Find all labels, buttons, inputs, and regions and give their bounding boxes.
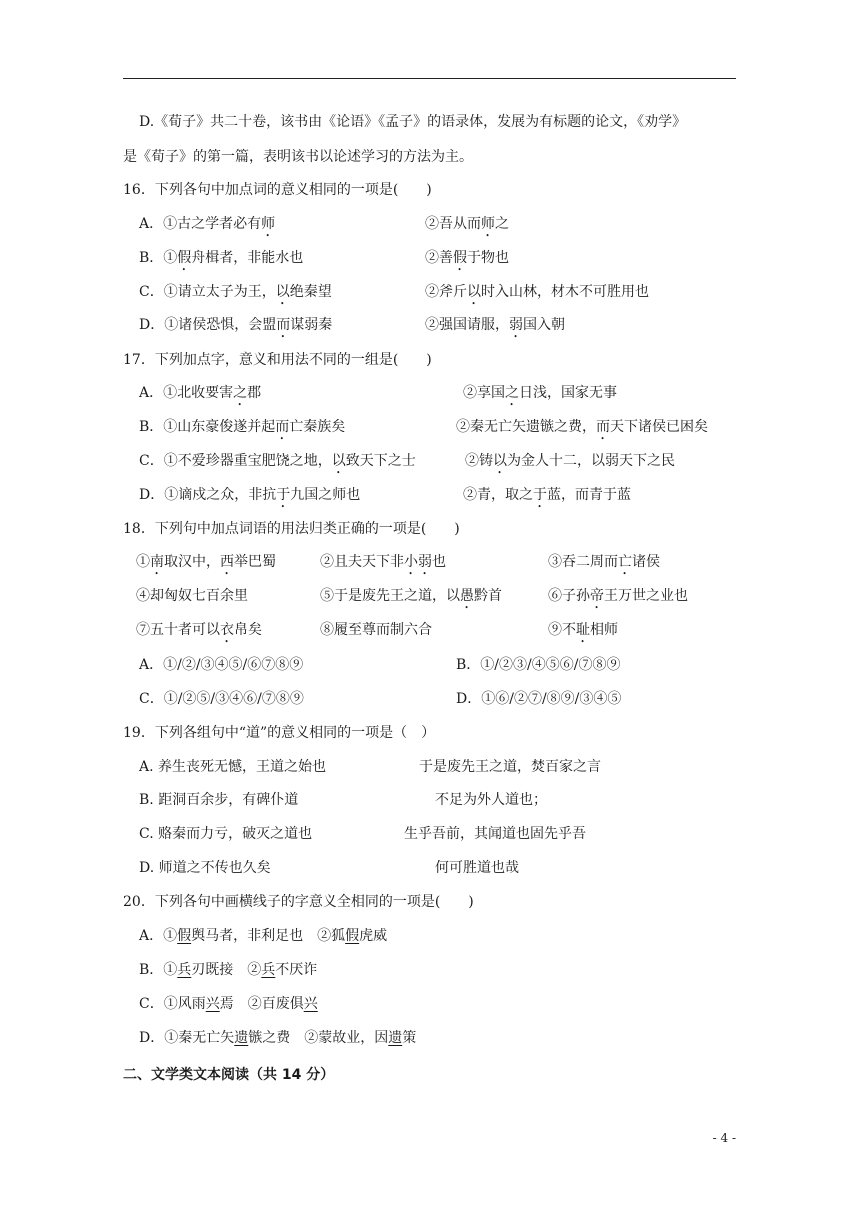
q17-stem: 17．下列加点字，意义和用法不同的一组是( ) <box>123 352 432 368</box>
q18-item-4: ④却匈奴七百余里 <box>136 588 248 604</box>
q18-option-a: A．①/②/③④⑤/⑥⑦⑧⑨ <box>139 657 304 673</box>
q19-option-b: B. 距洞百余步，有碑仆道 <box>139 792 299 808</box>
q18-option-d: D．①⑥/②⑦/⑧⑨/③④⑤ <box>456 691 622 707</box>
q18-item-7: ⑦五十者可以衣帛矣 <box>136 622 262 638</box>
q18-stem: 18．下列句中加点词语的用法归类正确的一项是( ) <box>123 521 460 537</box>
q18-item-2: ②且夫天下非小弱也 <box>320 554 446 570</box>
q16-stem: 16．下列各句中加点词的意义相同的一项是( ) <box>123 182 432 198</box>
q18-item-8: ⑧履至尊而制六合 <box>320 622 432 638</box>
q18-item-1: ①南取汉中，西举巴蜀 <box>136 554 276 570</box>
q19-option-c: C. 赂秦而力亏，破灭之道也 <box>139 826 313 842</box>
q16-option-c-s2: ②斧斤以时入山林，材木不可胜用也 <box>425 284 649 300</box>
q17-option-b: B．①山东豪俊遂并起而亡秦族矣 <box>139 419 346 435</box>
q18-item-6: ⑥子孙帝王万世之业也 <box>548 588 688 604</box>
q20-stem: 20．下列各句中画横线子的字意义全相同的一项是( ) <box>123 894 474 910</box>
q15-option-d-line1: D.《荀子》共二十卷，该书由《论语》《孟子》的语录体，发展为有标题的论文，《劝学》 <box>139 114 687 130</box>
q15-option-d-line2: 是《荀子》的第一篇，表明该书以论述学习的方法为主。 <box>123 149 473 165</box>
q17-option-c-s2: ②铸以为金人十二，以弱天下之民 <box>465 453 675 469</box>
q17-option-b-s2: ②秦无亡矢遗镞之费，而天下诸侯已困矣 <box>456 419 708 435</box>
q20-option-a: A．①假舆马者，非利足也 ②狐假虎威 <box>139 928 388 944</box>
q19-option-a: A. 养生丧死无憾，王道之始也 <box>139 759 327 775</box>
q19-stem: 19．下列各组句中“道”的意义相同的一项是（ ） <box>123 725 436 741</box>
header-rule <box>123 78 736 79</box>
q17-option-d: D．①谪戍之众，非抗于九国之师也 <box>139 487 361 503</box>
q18-item-3: ③吞二周而亡诸侯 <box>548 554 660 570</box>
q20-option-c: C．①风雨兴焉 ②百废俱兴 <box>139 996 318 1012</box>
q16-option-a-s2: ②吾从而师之 <box>425 216 509 232</box>
page-number: - 4 - <box>712 1131 736 1145</box>
section-heading: 二、文学类文本阅读（共 14 分） <box>123 1067 335 1083</box>
q19-option-b-s2: 不足为外人道也； <box>435 792 547 808</box>
q19-option-c-s2: 生乎吾前，其闻道也固先乎吾 <box>404 826 586 842</box>
q17-option-a: A．①北收要害之郡 <box>139 385 262 401</box>
q19-option-d: D. 师道之不传也久矣 <box>139 860 271 876</box>
q18-option-c: C．①/②⑤/③④⑥/⑦⑧⑨ <box>139 691 304 707</box>
q18-option-b: B．①/②③/④⑤⑥/⑦⑧⑨ <box>456 657 621 673</box>
q16-option-c: C．①请立太子为王，以绝秦望 <box>139 284 332 300</box>
q17-option-d-s2: ②青，取之于蓝，而青于蓝 <box>463 487 631 503</box>
q18-item-9: ⑨不耻相师 <box>548 622 618 638</box>
q17-option-a-s2: ②享国之日浅，国家无事 <box>463 385 617 401</box>
q20-option-b: B．①兵刃既接 ②兵不厌诈 <box>139 962 318 978</box>
q16-option-b-s2: ②善假于物也 <box>425 250 509 266</box>
q16-option-d: D．①诸侯恐惧，会盟而谋弱秦 <box>139 317 333 333</box>
q16-option-d-s2: ②强国请服，弱国入朝 <box>425 317 565 333</box>
q20-option-d: D．①秦无亡矢遗镞之费 ②蒙故业，因遗策 <box>139 1030 417 1046</box>
q17-option-c: C．①不爱珍器重宝肥饶之地，以致天下之士 <box>139 453 416 469</box>
q16-option-b: B．①假舟楫者，非能水也 <box>139 250 304 266</box>
q18-item-5: ⑤于是废先王之道，以愚黔首 <box>320 588 502 604</box>
q19-option-d-s2: 何可胜道也哉 <box>435 860 519 876</box>
q16-option-a: A．①古之学者必有师 <box>139 216 276 232</box>
q19-option-a-s2: 于是废先王之道，焚百家之言 <box>419 759 601 775</box>
